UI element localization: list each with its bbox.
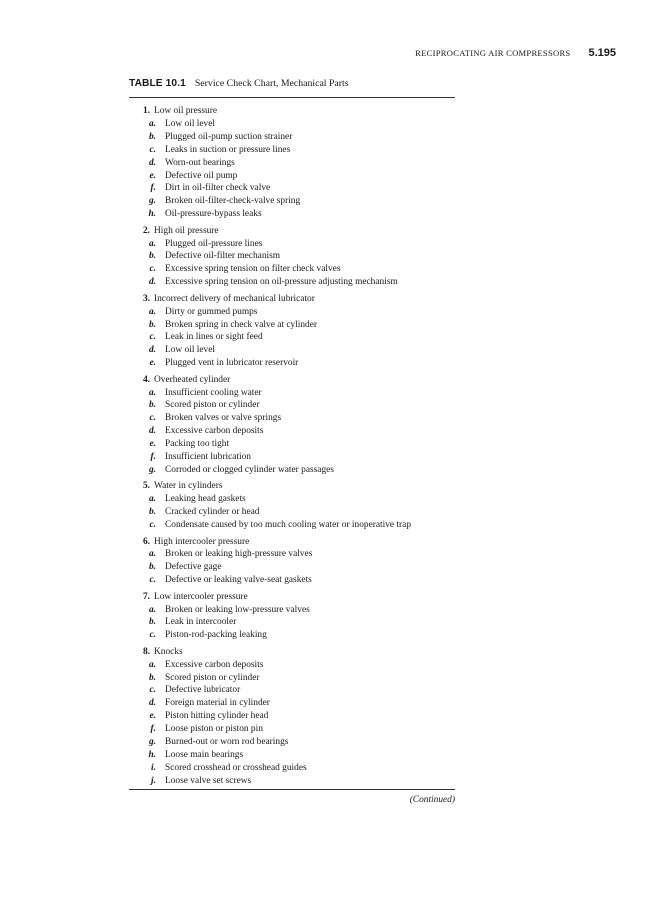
list-item: [129, 131, 455, 144]
table-top-rule: [129, 97, 455, 98]
item-letter: d.: [148, 157, 156, 168]
item-text: Oil-pressure-bypass leaks: [165, 209, 262, 220]
list-item: [129, 238, 455, 251]
item-text: Corroded or clogged cylinder water passages: [165, 464, 334, 475]
check-group: [129, 225, 455, 290]
item-letter: d.: [148, 426, 156, 437]
item-letter: c.: [149, 332, 156, 343]
list-item: [129, 684, 455, 697]
check-group: [129, 591, 455, 643]
item-text: Leak in intercooler: [165, 617, 237, 628]
item-text: Packing too tight: [165, 439, 230, 450]
list-item: [129, 399, 455, 412]
list-item: [129, 331, 455, 344]
group-number: 6.: [142, 536, 150, 547]
group-heading: [129, 293, 455, 306]
list-item: [129, 357, 455, 370]
list-item: [129, 506, 455, 519]
item-letter: d.: [148, 698, 156, 709]
item-text: Defective gage: [165, 562, 222, 573]
item-letter: c.: [149, 575, 156, 586]
list-item: [129, 412, 455, 425]
item-letter: f.: [150, 724, 156, 735]
list-item: [129, 250, 455, 263]
item-text: Insufficient cooling water: [165, 387, 262, 398]
group-heading: [129, 105, 455, 118]
item-text: Broken oil-filter-check-valve spring: [165, 196, 301, 207]
list-item: [129, 762, 455, 775]
group-heading: [129, 646, 455, 659]
item-letter: b.: [148, 672, 156, 683]
item-letter: d.: [148, 345, 156, 356]
item-letter: b.: [148, 617, 156, 628]
item-letter: b.: [148, 400, 156, 411]
list-item: [129, 710, 455, 723]
item-text: Broken or leaking high-pressure valves: [165, 549, 313, 560]
item-letter: a.: [148, 604, 156, 615]
item-text: Broken valves or valve springs: [165, 413, 282, 424]
item-text: Piston-rod-packing leaking: [165, 630, 267, 641]
list-item: [129, 574, 455, 587]
item-letter: a.: [148, 549, 156, 560]
table-title: Service Check Chart, Mechanical Parts: [194, 78, 349, 89]
item-letter: e.: [149, 170, 156, 181]
running-head-title: RECIPROCATING AIR COMPRESSORS: [415, 48, 571, 58]
item-text: Plugged oil-pump suction strainer: [165, 131, 293, 142]
item-letter: g.: [148, 464, 156, 475]
group-number: 8.: [142, 646, 150, 657]
item-text: Insufficient lubrication: [165, 452, 251, 463]
item-letter: g.: [148, 737, 156, 748]
item-letter: g.: [148, 196, 156, 207]
item-letter: c.: [149, 685, 156, 696]
list-item: [129, 493, 455, 506]
list-item: [129, 604, 455, 617]
table-caption: [129, 78, 349, 89]
item-letter: a.: [148, 306, 156, 317]
item-text: Plugged vent in lubricator reservoir: [165, 358, 299, 369]
running-head: [415, 47, 616, 59]
item-text: Defective oil-filter mechanism: [165, 251, 281, 262]
item-text: Leaking head gaskets: [165, 494, 246, 505]
list-item: [129, 276, 455, 289]
item-letter: c.: [149, 264, 156, 275]
list-item: [129, 118, 455, 131]
group-number: 5.: [142, 481, 150, 492]
list-item: [129, 561, 455, 574]
item-letter: e.: [149, 439, 156, 450]
item-letter: b.: [148, 251, 156, 262]
group-heading: [129, 536, 455, 549]
list-item: [129, 775, 455, 788]
list-item: [129, 519, 455, 532]
list-item: [129, 749, 455, 762]
list-item: [129, 306, 455, 319]
list-item: [129, 723, 455, 736]
item-letter: f.: [150, 452, 156, 463]
item-text: Defective or leaking valve-seat gaskets: [165, 575, 312, 586]
item-text: Scored piston or cylinder: [165, 400, 260, 411]
group-heading: [129, 225, 455, 238]
item-text: Excessive carbon deposits: [165, 426, 264, 437]
item-text: Scored crosshead or crosshead guides: [165, 762, 307, 773]
item-text: Plugged oil-pressure lines: [165, 238, 263, 249]
group-number: 4.: [142, 374, 150, 385]
item-text: Piston hitting cylinder head: [165, 711, 269, 722]
list-item: [129, 263, 455, 276]
list-item: [129, 182, 455, 195]
check-group: [129, 293, 455, 370]
list-item: [129, 616, 455, 629]
list-item: [129, 170, 455, 183]
group-number: 7.: [142, 591, 150, 602]
item-text: Dirt in oil-filter check valve: [165, 183, 271, 194]
item-letter: c.: [149, 413, 156, 424]
item-text: Leak in lines or sight feed: [165, 332, 263, 343]
item-text: Dirty or gummed pumps: [165, 306, 258, 317]
list-item: [129, 425, 455, 438]
item-letter: b.: [148, 507, 156, 518]
item-letter: a.: [148, 118, 156, 129]
page-number: 5.195: [588, 47, 616, 59]
item-text: Leaks in suction or pressure lines: [165, 144, 291, 155]
list-item: [129, 344, 455, 357]
list-item: [129, 659, 455, 672]
list-item: [129, 736, 455, 749]
item-letter: i.: [151, 762, 156, 773]
check-group: [129, 105, 455, 221]
list-item: [129, 464, 455, 477]
item-text: Excessive spring tension on oil-pressure adjusting mechanism: [165, 277, 398, 288]
check-group: [129, 536, 455, 588]
item-letter: b.: [148, 319, 156, 330]
item-text: Broken spring in check valve at cylinder: [165, 319, 318, 330]
item-letter: a.: [148, 659, 156, 670]
group-title: High oil pressure: [154, 225, 219, 236]
group-number: 3.: [142, 293, 150, 304]
item-letter: j.: [151, 775, 156, 786]
item-letter: b.: [148, 131, 156, 142]
group-title: Low oil pressure: [154, 106, 218, 116]
item-letter: b.: [148, 562, 156, 573]
check-group: [129, 480, 455, 532]
item-text: Defective lubricator: [165, 685, 241, 696]
list-item: [129, 672, 455, 685]
item-letter: a.: [148, 387, 156, 398]
list-item: [129, 629, 455, 642]
item-text: Cracked cylinder or head: [165, 507, 260, 518]
item-letter: e.: [149, 711, 156, 722]
group-title: Low intercooler pressure: [154, 591, 248, 602]
item-letter: a.: [148, 494, 156, 505]
item-text: Condensate caused by too much cooling water or inoperative trap: [165, 520, 412, 531]
item-letter: h.: [148, 750, 156, 760]
list-item: [129, 144, 455, 157]
item-letter: a.: [148, 238, 156, 249]
item-text: Excessive spring tension on filter check valves: [165, 264, 341, 275]
group-number: 1.: [142, 106, 150, 116]
group-heading: [129, 591, 455, 604]
list-item: [129, 697, 455, 710]
item-letter: c.: [149, 144, 156, 155]
check-group: [129, 374, 455, 477]
group-number: 2.: [142, 225, 150, 236]
group-heading: [129, 480, 455, 493]
continued-note: (Continued): [409, 795, 455, 805]
list-item: [129, 438, 455, 451]
list-item: [129, 548, 455, 561]
item-text: Broken or leaking low-pressure valves: [165, 604, 310, 615]
group-title: Water in cylinders: [154, 481, 223, 492]
list-item: [129, 195, 455, 208]
group-heading: [129, 374, 455, 387]
item-text: Loose valve set screws: [165, 775, 252, 786]
group-title: Knocks: [154, 646, 183, 657]
item-text: Foreign material in cylinder: [165, 698, 270, 709]
group-title: Overheated cylinder: [154, 374, 231, 385]
item-text: Worn-out bearings: [165, 157, 235, 168]
item-text: Low oil level: [165, 118, 215, 129]
list-item: [129, 157, 455, 170]
group-title: Incorrect delivery of mechanical lubricator: [154, 293, 315, 304]
list-item: [129, 208, 455, 221]
item-letter: c.: [149, 520, 156, 531]
list-item: [129, 387, 455, 400]
list-item: [129, 319, 455, 332]
item-letter: f.: [150, 183, 156, 194]
item-text: Excessive carbon deposits: [165, 659, 264, 670]
item-letter: h.: [148, 209, 156, 220]
list-item: [129, 451, 455, 464]
table-bottom-rule: [129, 789, 455, 790]
item-text: Burned-out or worn rod bearings: [165, 737, 289, 748]
table-label: TABLE 10.1: [129, 78, 186, 89]
check-group: [129, 646, 455, 788]
item-text: Scored piston or cylinder: [165, 672, 260, 683]
item-text: Loose main bearings: [165, 750, 244, 760]
item-letter: d.: [148, 277, 156, 288]
item-text: Defective oil pump: [165, 170, 238, 181]
item-text: Loose piston or piston pin: [165, 724, 263, 735]
item-letter: e.: [149, 358, 156, 369]
table-body: [129, 105, 455, 791]
item-text: Low oil level: [165, 345, 215, 356]
item-letter: c.: [149, 630, 156, 641]
group-title: High intercooler pressure: [154, 536, 250, 547]
